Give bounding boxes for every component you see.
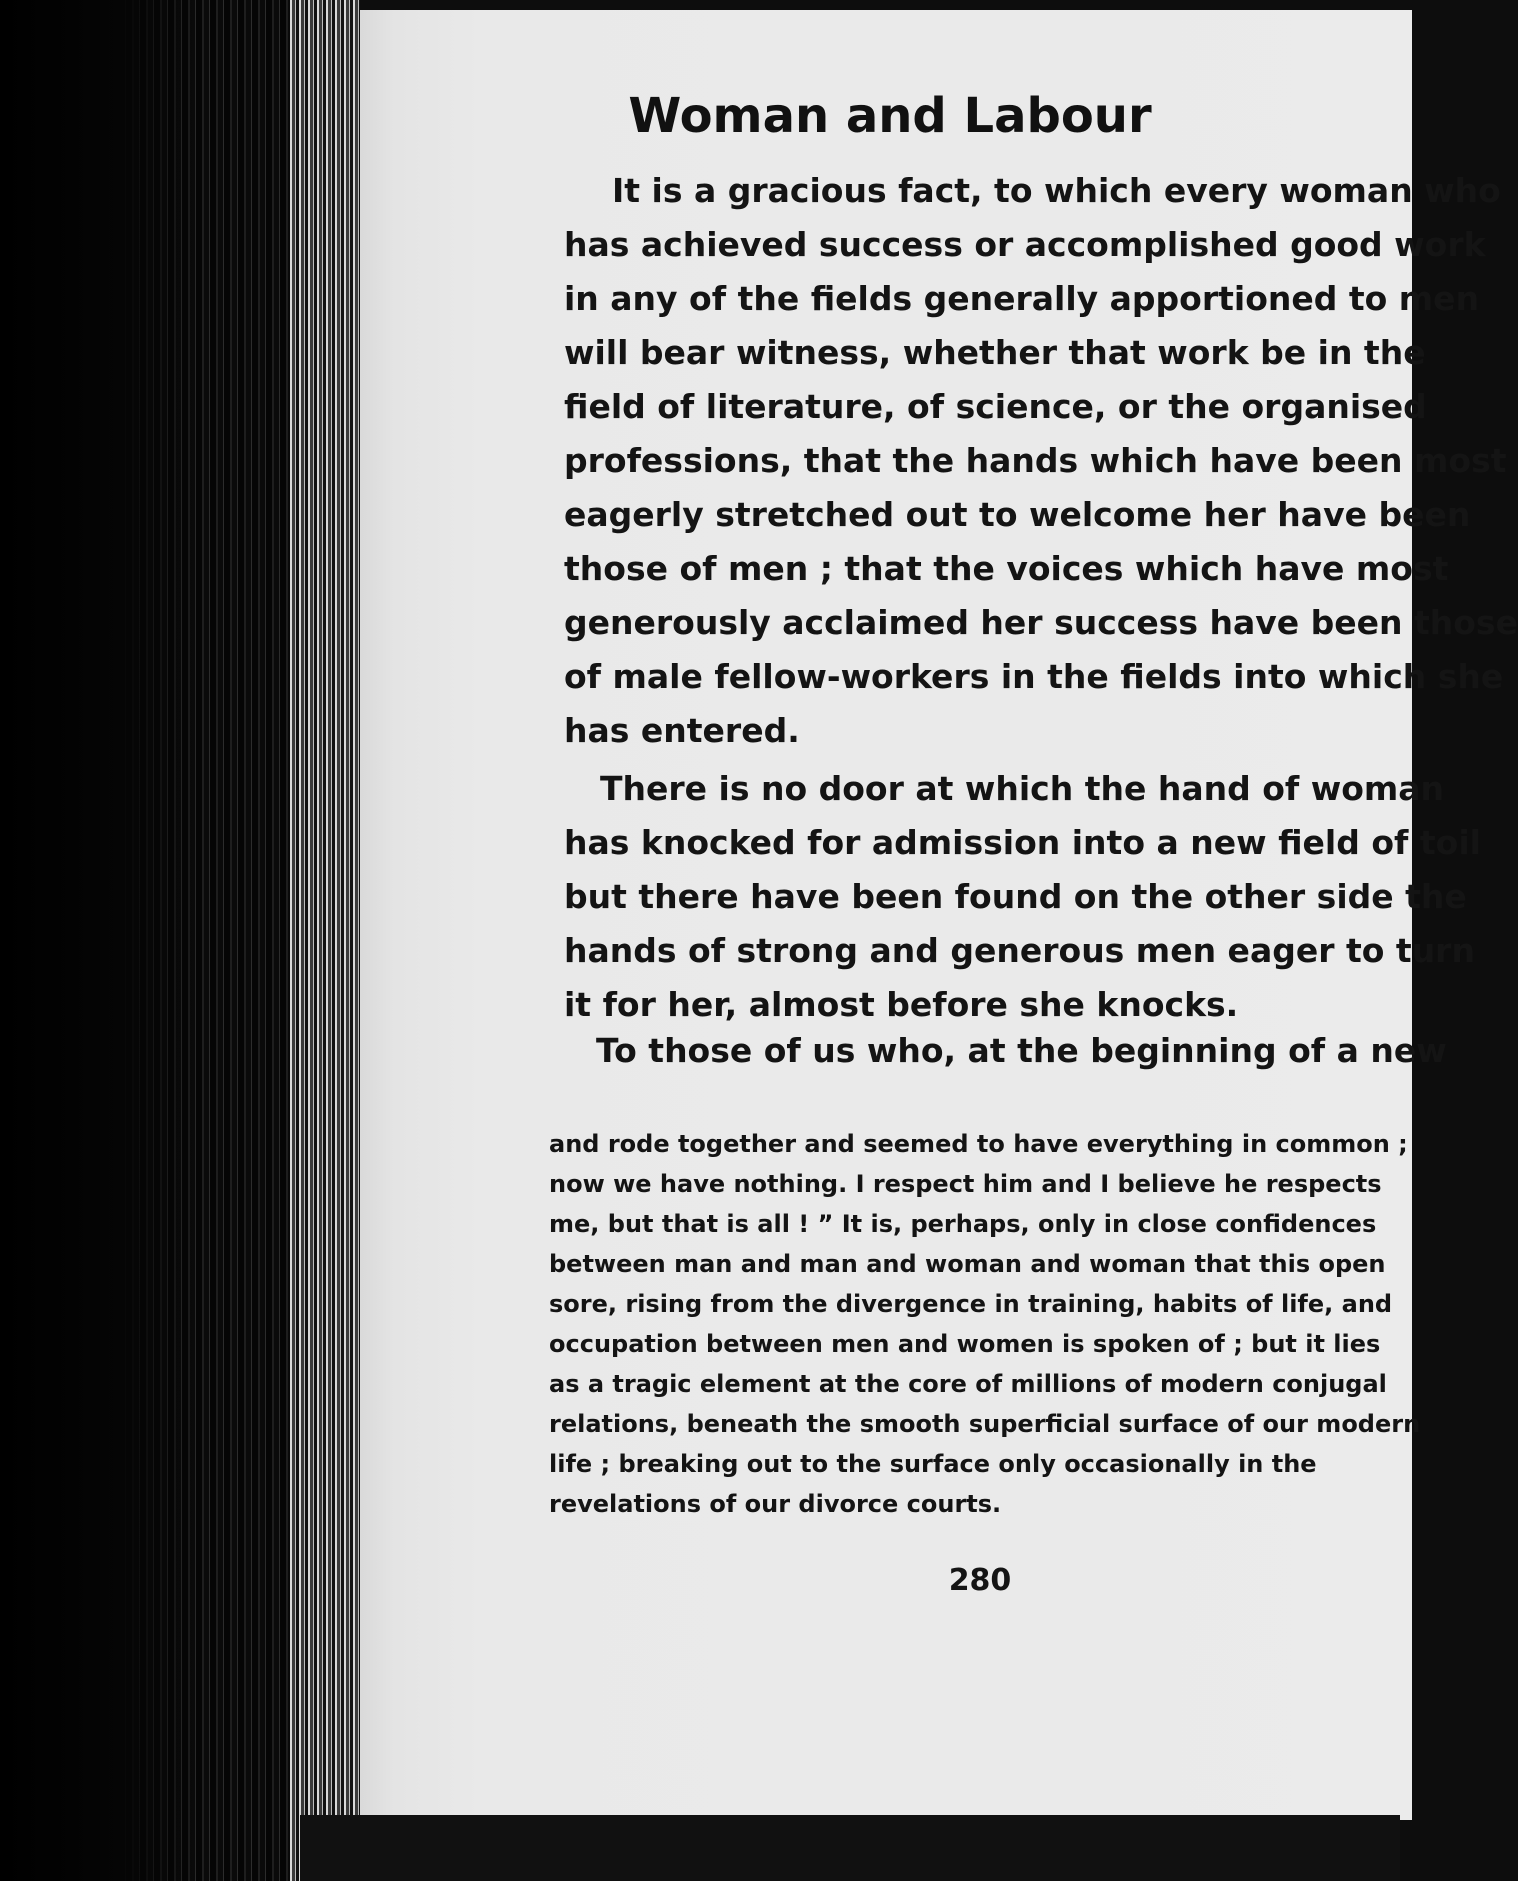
body-line: To those of us who, at the beginning of a new (596, 1031, 1447, 1070)
body-line: has achieved success or accomplished good work (564, 225, 1486, 264)
footnote-line: and rode together and seemed to have everything in common ; (549, 1130, 1408, 1158)
page-edges (290, 0, 360, 1881)
footnote-line: relations, beneath the smooth superficial surface of our modern (549, 1410, 1421, 1438)
body-line: It is a gracious fact, to which every woman who (612, 171, 1501, 210)
body-line: There is no door at which the hand of woman (600, 769, 1445, 808)
body-line: has knocked for admission into a new field of toil (564, 823, 1481, 862)
page-number: 280 (948, 1563, 1012, 1598)
page-bottom-shadow (300, 1815, 1400, 1881)
footnote-line: me, but that is all ! ” It is, perhaps, only in close confidences (549, 1210, 1377, 1238)
footnote-line: now we have nothing. I respect him and I believe he respects (549, 1170, 1382, 1198)
running-title: Woman and Labour (628, 88, 1152, 144)
body-line: will bear witness, whether that work be in the (564, 333, 1426, 372)
footnote-line: occupation between men and women is spoken of ; but it lies (549, 1330, 1381, 1358)
footnote-line: between man and man and woman and woman that this open (549, 1250, 1386, 1278)
body-line: eagerly stretched out to welcome her have been (564, 495, 1471, 534)
body-line: those of men ; that the voices which have most (564, 549, 1449, 588)
body-line: field of literature, of science, or the organised (564, 387, 1427, 426)
body-line: has entered. (564, 711, 800, 750)
body-line: it for her, almost before she knocks. (564, 985, 1239, 1024)
body-line: generously acclaimed her success have been those (564, 603, 1518, 642)
footnote-line: as a tragic element at the core of millions of modern conjugal (549, 1370, 1387, 1398)
footnote-line: revelations of our divorce courts. (549, 1490, 1002, 1518)
body-line: of male fellow-workers in the fields into which she (564, 657, 1504, 696)
footnote-line: sore, rising from the divergence in training, habits of life, and (549, 1290, 1393, 1318)
body-line: hands of strong and generous men eager to turn (564, 931, 1475, 970)
body-line: but there have been found on the other side the (564, 877, 1467, 916)
footnote-line: life ; breaking out to the surface only occasionally in the (549, 1450, 1317, 1478)
binding-shadow (0, 0, 200, 1881)
body-line: in any of the fields generally apportioned to men (564, 279, 1480, 318)
body-line: professions, that the hands which have been most (564, 441, 1507, 480)
